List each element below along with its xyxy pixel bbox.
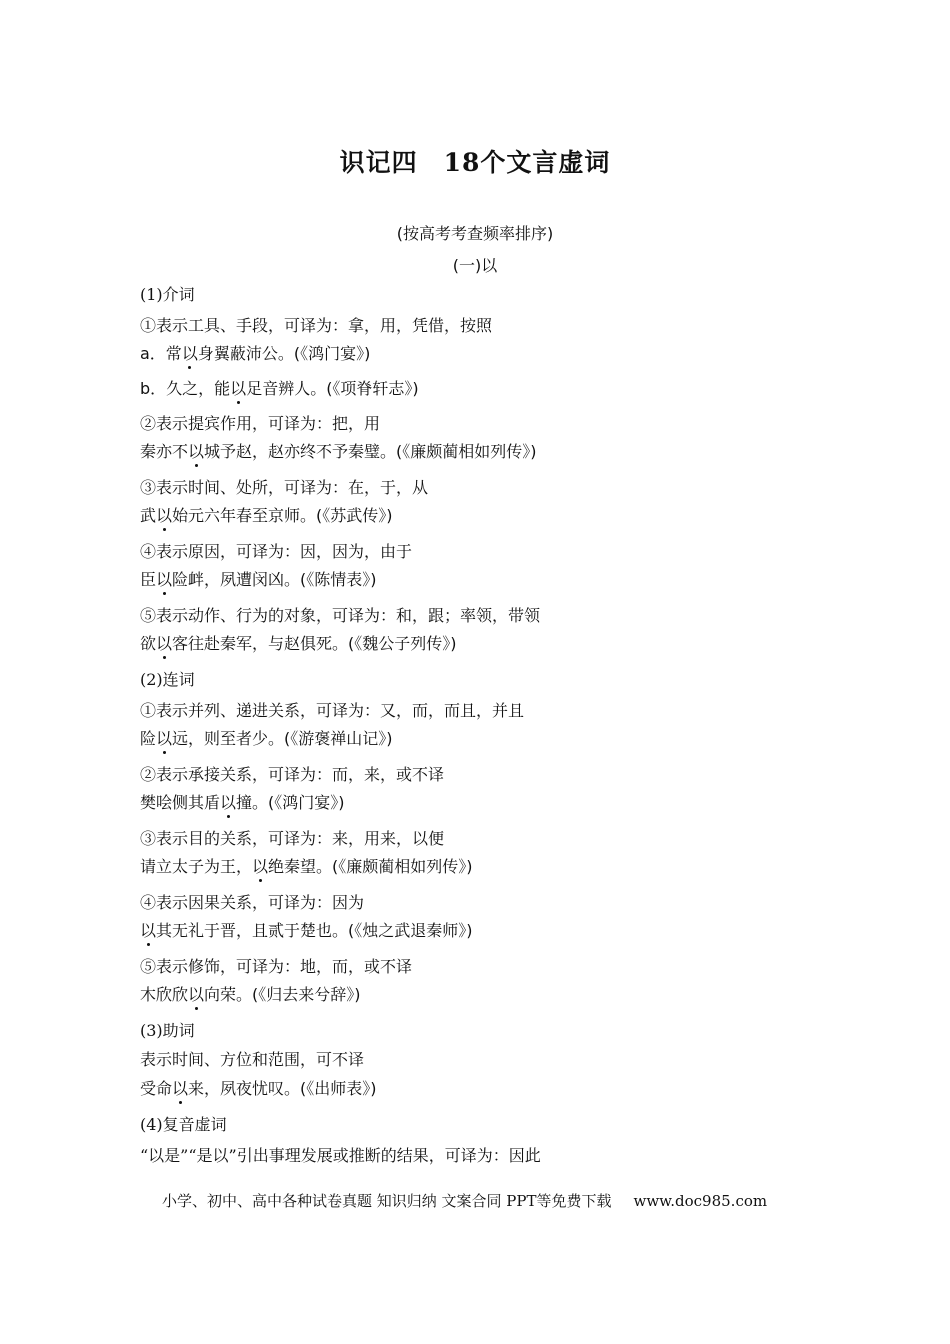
example-sentence	[140, 570, 377, 590]
example-sentence	[140, 921, 473, 941]
example-sentence	[140, 442, 537, 462]
example-text: a．常	[140, 344, 182, 363]
emphasized-char: 以	[156, 729, 173, 748]
example-text: 绝秦望。(《廉颇蔺相如列传》)	[268, 857, 473, 876]
emphasized-char: 以	[172, 1079, 189, 1098]
emphasized-char: 以	[156, 506, 173, 525]
example-text: 樊哙侧其盾	[140, 793, 221, 812]
example-text: 险	[140, 729, 157, 748]
example-text: 险衅，夙遭闵凶。(《陈情表》)	[172, 570, 377, 589]
subtitle: (按高考考查频率排序)	[396, 224, 554, 243]
example-sentence	[140, 634, 457, 654]
definition-line: ②表示承接关系，可译为：而，来，或不译	[140, 765, 445, 784]
section-heading: (一)以	[452, 256, 498, 275]
footer-text: 小学、初中、高中各种试卷真题 知识归纳 文案合同 PPT等免费下载	[162, 1192, 612, 1210]
example-text: 撞。(《鸿门宴》)	[236, 793, 345, 812]
definition-line: ④表示原因，可译为：因，因为，由于	[140, 542, 413, 561]
definition-line: ④表示因果关系，可译为：因为	[140, 893, 365, 912]
emphasized-char: 以	[230, 379, 247, 398]
category-heading: (1)介词	[140, 285, 195, 304]
emphasized-char: 以	[156, 570, 173, 589]
example-sentence	[140, 1079, 377, 1099]
example-text: 受命	[140, 1079, 173, 1098]
example-sentence	[140, 985, 361, 1005]
example-text: b．久之，能	[140, 379, 231, 398]
example-sentence	[140, 793, 345, 813]
definition-line: ③表示时间、处所，可译为：在，于，从	[140, 478, 429, 497]
example-text: 欲	[140, 634, 157, 653]
example-text: 远，则至者少。(《游褒禅山记》)	[172, 729, 393, 748]
footer	[162, 1190, 767, 1211]
definition-line: ①表示并列、递进关系，可译为：又，而，而且，并且	[140, 701, 525, 720]
example-text: 始元六年春至京师。(《苏武传》)	[172, 506, 393, 525]
example-text: 城予赵，赵亦终不予秦璧。(《廉颇蔺相如列传》)	[204, 442, 537, 461]
category-heading: (4)复音虚词	[140, 1115, 227, 1134]
example-sentence	[140, 379, 419, 399]
definition-line: ⑤表示动作、行为的对象，可译为：和，跟；率领，带领	[140, 606, 541, 625]
example-sentence	[140, 729, 393, 749]
emphasized-char: 以	[140, 921, 157, 940]
example-sentence	[140, 857, 473, 877]
definition-line: 表示时间、方位和范围，可不译	[140, 1050, 365, 1069]
example-text: 来，夙夜忧叹。(《出师表》)	[188, 1079, 377, 1098]
example-text: 客往赴秦军，与赵俱死。(《魏公子列传》)	[172, 634, 457, 653]
example-text: 武	[140, 506, 157, 525]
emphasized-char: 以	[252, 857, 269, 876]
category-heading: (3)助词	[140, 1021, 195, 1040]
page-title: 识记四 18个文言虚词	[339, 148, 611, 177]
definition-line: “以是”“是以”引出事理发展或推断的结果，可译为：因此	[140, 1146, 541, 1165]
example-text: 请立太子为王，	[140, 857, 253, 876]
example-text: 臣	[140, 570, 157, 589]
emphasized-char: 以	[220, 793, 237, 812]
definition-line: ③表示目的关系，可译为：来，用来，以便	[140, 829, 445, 848]
definition-line: ②表示提宾作用，可译为：把，用	[140, 414, 381, 433]
category-heading: (2)连词	[140, 670, 195, 689]
definition-line: ⑤表示修饰，可译为：地，而，或不译	[140, 957, 413, 976]
emphasized-char: 以	[188, 985, 205, 1004]
example-text: 向荣。(《归去来兮辞》)	[204, 985, 361, 1004]
footer-url[interactable]: www.doc985.com	[633, 1192, 768, 1210]
emphasized-char: 以	[156, 634, 173, 653]
emphasized-char: 以	[188, 442, 205, 461]
emphasized-char: 以	[181, 344, 198, 363]
example-text: 身翼蔽沛公。(《鸿门宴》)	[197, 344, 371, 363]
example-sentence	[140, 506, 393, 526]
definition-line: ①表示工具、手段，可译为：拿，用，凭借，按照	[140, 316, 493, 335]
example-text: 木欣欣	[140, 985, 189, 1004]
example-text: 秦亦不	[140, 442, 189, 461]
example-text: 其无礼于晋，且贰于楚也。(《烛之武退秦师》)	[156, 921, 473, 940]
example-text: 足音辨人。(《项脊轩志》)	[246, 379, 419, 398]
example-sentence	[140, 344, 370, 364]
